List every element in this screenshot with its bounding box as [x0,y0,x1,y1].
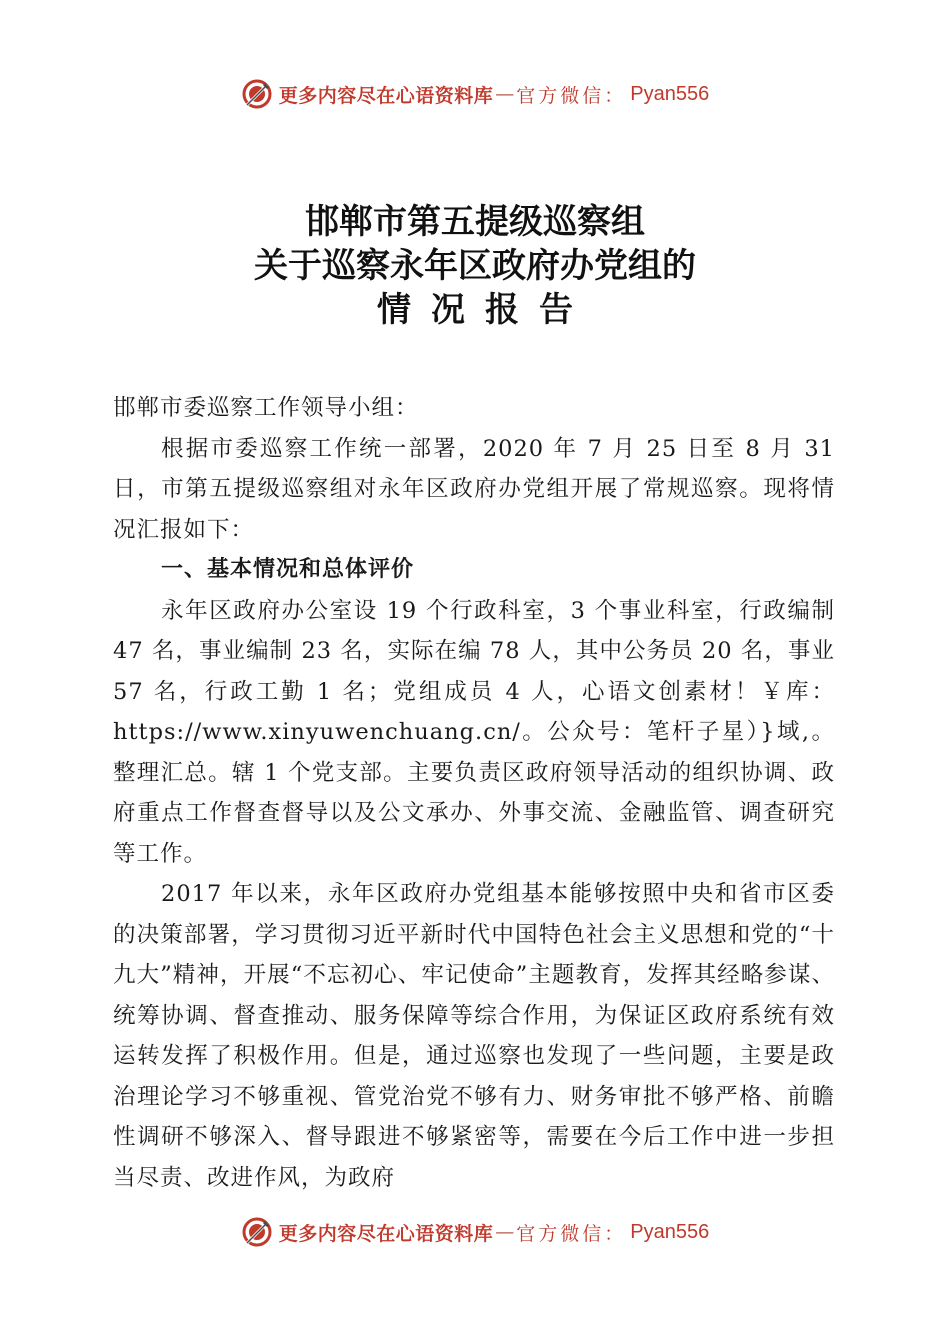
paragraph-intro: 根据市委巡察工作统一部署，2020 年 7 月 25 日至 8 月 31 日，市第五提级巡察组对永年区政府办党组开展了常规巡察。现将情况汇报如下： [113,435,835,543]
salutation: 邯郸市委巡察工作领导小组： [113,395,419,421]
pen-logo-icon [241,1216,273,1248]
watermark-wechat-id: Pyan556 [630,1220,710,1243]
watermark-dash: — [495,1221,515,1243]
watermark-dash: — [495,83,515,105]
title-line-2: 关于巡察永年区政府办党组的 [254,246,696,286]
watermark-banner-top [0,74,950,114]
section-heading-1: 一、基本情况和总体评价 [161,557,415,582]
pen-logo-icon [241,78,273,110]
document-body [113,388,835,1198]
paragraph-basic-info: 永年区政府办公室设 19 个行政科室，3 个事业科室，行政编制 47 名，事业编制 23 名，实际在编 78 人，其中公务员 20 名，事业 57 名，行政工勤 1 名；党组成员 4 人，心语文创素材！￥库：https://www.xinyuwenchuang.cn/。公众号：笔杆子星）}域,。整理汇总。辖 1 个党支部。主要负责区政府领导活动的组织协调、政府重点工作督查督导以及公文承办、外事交流、金融监管、调查研究等工作。 [113,597,835,867]
watermark-wechat-id: Pyan556 [630,82,710,105]
watermark-main-text: 更多内容尽在心语资料库 [278,84,494,107]
watermark-main-text: 更多内容尽在心语资料库 [278,1222,494,1245]
watermark-banner-bottom [0,1212,950,1252]
title-line-3: 情况报告 [377,290,593,330]
title-line-1: 邯郸市第五提级巡察组 [305,202,645,242]
paragraph-evaluation: 2017 年以来，永年区政府办党组基本能够按照中央和省市区委的决策部署，学习贯彻习近平新时代中国特色社会主义思想和党的“十九大”精神，开展“不忘初心、牢记使命”主题教育，发挥其经略参谋、统筹协调、督查推动、服务保障等综合作用，为保证区政府系统有效运转发挥了积极作用。但是，通过巡察也发现了一些问题，主要是政治理论学习不够重视、管党治党不够有力、财务审批不够严格、前瞻性调研不够深入、督导跟进不够紧密等，需要在今后工作中进一步担当尽责、改进作风，为政府 [113,881,835,1191]
watermark-sub-text: 官方微信： [516,84,627,107]
watermark-sub-text: 官方微信： [516,1222,627,1245]
document-title [0,200,950,332]
